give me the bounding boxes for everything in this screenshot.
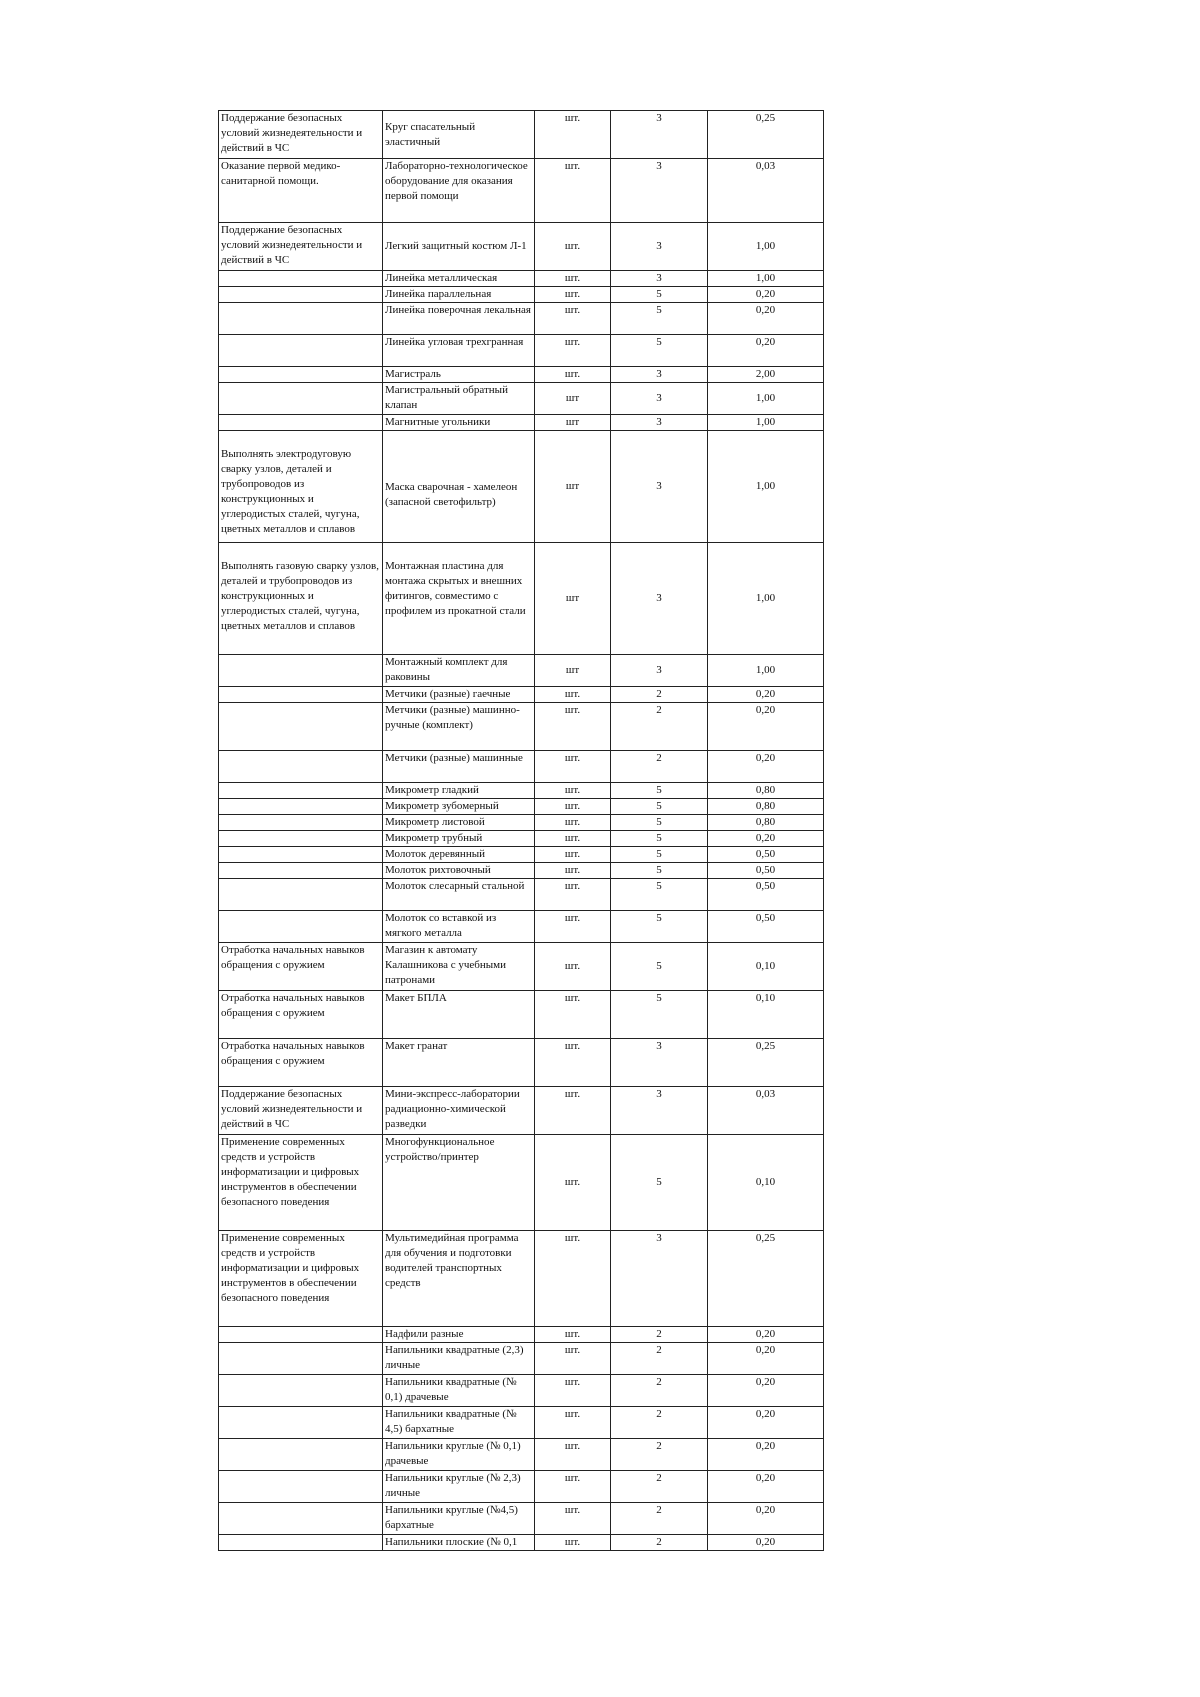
unit-cell: шт (535, 655, 611, 687)
table-row (219, 383, 824, 415)
item-name-cell: Лабораторно-технологическое оборудование для оказания первой помощи (383, 159, 535, 223)
unit-cell: шт. (535, 863, 611, 879)
quantity-cell: 3 (611, 271, 708, 287)
quantity-cell: 5 (611, 863, 708, 879)
norm-cell: 0,03 (708, 159, 824, 223)
norm-cell: 0,80 (708, 799, 824, 815)
activity-cell (219, 1343, 383, 1375)
quantity-cell: 5 (611, 847, 708, 863)
activity-cell: Поддержание безопасных условий жизнедеятельности и действий в ЧС (219, 1087, 383, 1135)
activity-cell (219, 335, 383, 367)
equipment-table-body (219, 111, 824, 1551)
item-name-cell: Микрометр листовой (383, 815, 535, 831)
activity-cell: Выполнять газовую сварку узлов, деталей и трубопроводов из конструкционных и углеродистых сталей, чугуна, цветных металлов и сплавов (219, 543, 383, 655)
item-name-cell: Линейка параллельная (383, 287, 535, 303)
table-row (219, 543, 824, 655)
item-name-cell: Линейка угловая трехгранная (383, 335, 535, 367)
unit-cell: шт. (535, 703, 611, 751)
activity-cell (219, 815, 383, 831)
item-name-cell: Магнитные угольники (383, 415, 535, 431)
norm-cell: 0,10 (708, 991, 824, 1039)
item-name-cell: Микрометр гладкий (383, 783, 535, 799)
quantity-cell: 2 (611, 1375, 708, 1407)
item-name-cell: Микрометр трубный (383, 831, 535, 847)
unit-cell: шт. (535, 1231, 611, 1327)
activity-cell: Применение современных средств и устройств информатизации и цифровых инструментов в обеспечении безопасного поведения (219, 1135, 383, 1231)
quantity-cell: 3 (611, 223, 708, 271)
unit-cell: шт (535, 543, 611, 655)
activity-cell: Поддержание безопасных условий жизнедеятельности и действий в ЧС (219, 223, 383, 271)
activity-cell (219, 703, 383, 751)
activity-cell (219, 1407, 383, 1439)
item-name-cell: Молоток деревянный (383, 847, 535, 863)
quantity-cell: 5 (611, 335, 708, 367)
table-row (219, 1407, 824, 1439)
quantity-cell: 2 (611, 1535, 708, 1551)
quantity-cell: 3 (611, 543, 708, 655)
norm-cell: 0,20 (708, 1439, 824, 1471)
activity-cell (219, 383, 383, 415)
activity-cell: Отработка начальных навыков обращения с оружием (219, 991, 383, 1039)
norm-cell: 1,00 (708, 431, 824, 543)
table-row (219, 367, 824, 383)
quantity-cell: 5 (611, 783, 708, 799)
unit-cell: шт. (535, 223, 611, 271)
item-name-cell: Метчики (разные) машинно-ручные (комплект) (383, 703, 535, 751)
activity-cell: Оказание первой медико-санитарной помощи. (219, 159, 383, 223)
activity-cell (219, 271, 383, 287)
norm-cell: 0,20 (708, 1327, 824, 1343)
item-name-cell: Напильники квадратные (№ 0,1) драчевые (383, 1375, 535, 1407)
table-row (219, 1327, 824, 1343)
table-row (219, 783, 824, 799)
norm-cell: 0,03 (708, 1087, 824, 1135)
table-row (219, 415, 824, 431)
table-row (219, 799, 824, 815)
unit-cell: шт. (535, 1503, 611, 1535)
norm-cell: 0,25 (708, 111, 824, 159)
quantity-cell: 3 (611, 431, 708, 543)
norm-cell: 0,50 (708, 879, 824, 911)
item-name-cell: Мини-экспресс-лаборатории радиационно-химической разведки (383, 1087, 535, 1135)
unit-cell: шт. (535, 1039, 611, 1087)
activity-cell (219, 911, 383, 943)
norm-cell: 0,50 (708, 863, 824, 879)
item-name-cell: Линейка поверочная лекальная (383, 303, 535, 335)
unit-cell: шт. (535, 831, 611, 847)
item-name-cell: Макет БПЛА (383, 991, 535, 1039)
item-name-cell: Круг спасательный эластичный (383, 111, 535, 159)
item-name-cell: Мультимедийная программа для обучения и подготовки водителей транспортных средств (383, 1231, 535, 1327)
norm-cell: 0,20 (708, 303, 824, 335)
table-row (219, 1135, 824, 1231)
norm-cell: 1,00 (708, 223, 824, 271)
activity-cell (219, 287, 383, 303)
item-name-cell: Монтажная пластина для монтажа скрытых и внешних фитингов, совместимо с профилем из прокатной стали (383, 543, 535, 655)
quantity-cell: 5 (611, 303, 708, 335)
item-name-cell: Метчики (разные) гаечные (383, 687, 535, 703)
table-row (219, 943, 824, 991)
unit-cell: шт. (535, 111, 611, 159)
table-row (219, 751, 824, 783)
quantity-cell: 3 (611, 159, 708, 223)
norm-cell: 0,20 (708, 1407, 824, 1439)
norm-cell: 0,20 (708, 287, 824, 303)
activity-cell: Поддержание безопасных условий жизнедеятельности и действий в ЧС (219, 111, 383, 159)
activity-cell (219, 415, 383, 431)
table-row (219, 1375, 824, 1407)
norm-cell: 1,00 (708, 655, 824, 687)
norm-cell: 0,20 (708, 1503, 824, 1535)
quantity-cell: 3 (611, 367, 708, 383)
quantity-cell: 2 (611, 1439, 708, 1471)
quantity-cell: 5 (611, 831, 708, 847)
table-row (219, 847, 824, 863)
unit-cell: шт. (535, 287, 611, 303)
item-name-cell: Линейка металлическая (383, 271, 535, 287)
item-name-cell: Магистральный обратный клапан (383, 383, 535, 415)
table-row (219, 303, 824, 335)
table-row (219, 703, 824, 751)
quantity-cell: 5 (611, 943, 708, 991)
norm-cell: 0,20 (708, 751, 824, 783)
table-row (219, 863, 824, 879)
norm-cell: 0,20 (708, 687, 824, 703)
norm-cell: 0,80 (708, 783, 824, 799)
norm-cell: 1,00 (708, 415, 824, 431)
norm-cell: 0,25 (708, 1231, 824, 1327)
norm-cell: 0,20 (708, 1471, 824, 1503)
norm-cell: 0,20 (708, 1535, 824, 1551)
item-name-cell: Напильники квадратные (№ 4,5) бархатные (383, 1407, 535, 1439)
activity-cell (219, 655, 383, 687)
table-row (219, 1343, 824, 1375)
unit-cell: шт. (535, 1343, 611, 1375)
table-row (219, 335, 824, 367)
quantity-cell: 2 (611, 1343, 708, 1375)
activity-cell (219, 831, 383, 847)
unit-cell: шт. (535, 1439, 611, 1471)
item-name-cell: Монтажный комплект для раковины (383, 655, 535, 687)
activity-cell (219, 1327, 383, 1343)
activity-cell (219, 751, 383, 783)
item-name-cell: Молоток со вставкой из мягкого металла (383, 911, 535, 943)
norm-cell: 0,20 (708, 1375, 824, 1407)
norm-cell: 0,20 (708, 335, 824, 367)
activity-cell: Выполнять электродуговую сварку узлов, деталей и трубопроводов из конструкционных и углеродистых сталей, чугуна, цветных металлов и сплавов (219, 431, 383, 543)
unit-cell: шт. (535, 847, 611, 863)
unit-cell: шт. (535, 687, 611, 703)
unit-cell: шт (535, 431, 611, 543)
quantity-cell: 2 (611, 751, 708, 783)
table-row (219, 831, 824, 847)
table-row (219, 1231, 824, 1327)
unit-cell: шт. (535, 815, 611, 831)
activity-cell: Отработка начальных навыков обращения с оружием (219, 943, 383, 991)
quantity-cell: 5 (611, 911, 708, 943)
norm-cell: 0,20 (708, 703, 824, 751)
activity-cell (219, 1535, 383, 1551)
unit-cell: шт. (535, 367, 611, 383)
quantity-cell: 3 (611, 1039, 708, 1087)
quantity-cell: 2 (611, 1327, 708, 1343)
unit-cell: шт. (535, 911, 611, 943)
table-row (219, 223, 824, 271)
table-row (219, 815, 824, 831)
table-row (219, 655, 824, 687)
item-name-cell: Напильники плоские (№ 0,1 (383, 1535, 535, 1551)
table-row (219, 1087, 824, 1135)
table-row (219, 1039, 824, 1087)
quantity-cell: 2 (611, 1407, 708, 1439)
item-name-cell: Микрометр зубомерный (383, 799, 535, 815)
activity-cell: Применение современных средств и устройств информатизации и цифровых инструментов в обеспечении безопасного поведения (219, 1231, 383, 1327)
activity-cell (219, 687, 383, 703)
unit-cell: шт (535, 383, 611, 415)
norm-cell: 0,20 (708, 831, 824, 847)
item-name-cell: Магазин к автомату Калашникова с учебными патронами (383, 943, 535, 991)
item-name-cell: Многофункциональное устройство/принтер (383, 1135, 535, 1231)
quantity-cell: 3 (611, 383, 708, 415)
table-row (219, 1535, 824, 1551)
norm-cell: 2,00 (708, 367, 824, 383)
item-name-cell: Молоток рихтовочный (383, 863, 535, 879)
activity-cell (219, 1471, 383, 1503)
quantity-cell: 3 (611, 111, 708, 159)
unit-cell: шт (535, 415, 611, 431)
unit-cell: шт. (535, 159, 611, 223)
quantity-cell: 3 (611, 1231, 708, 1327)
table-row (219, 159, 824, 223)
norm-cell: 1,00 (708, 383, 824, 415)
table-row (219, 687, 824, 703)
unit-cell: шт. (535, 1375, 611, 1407)
item-name-cell: Маска сварочная - хамелеон (запасной светофильтр) (383, 431, 535, 543)
item-name-cell: Напильники круглые (№ 2,3) личные (383, 1471, 535, 1503)
activity-cell (219, 879, 383, 911)
quantity-cell: 5 (611, 1135, 708, 1231)
norm-cell: 0,10 (708, 1135, 824, 1231)
unit-cell: шт. (535, 1535, 611, 1551)
item-name-cell: Молоток слесарный стальной (383, 879, 535, 911)
activity-cell (219, 1439, 383, 1471)
item-name-cell: Напильники квадратные (2,3) личные (383, 1343, 535, 1375)
unit-cell: шт. (535, 1135, 611, 1231)
norm-cell: 0,25 (708, 1039, 824, 1087)
norm-cell: 1,00 (708, 271, 824, 287)
activity-cell (219, 863, 383, 879)
quantity-cell: 2 (611, 687, 708, 703)
norm-cell: 0,50 (708, 847, 824, 863)
quantity-cell: 2 (611, 703, 708, 751)
activity-cell (219, 303, 383, 335)
quantity-cell: 5 (611, 879, 708, 911)
quantity-cell: 2 (611, 1503, 708, 1535)
unit-cell: шт. (535, 303, 611, 335)
unit-cell: шт. (535, 943, 611, 991)
table-row (219, 271, 824, 287)
item-name-cell: Легкий защитный костюм Л-1 (383, 223, 535, 271)
norm-cell: 0,20 (708, 1343, 824, 1375)
norm-cell: 0,80 (708, 815, 824, 831)
activity-cell (219, 367, 383, 383)
table-row (219, 287, 824, 303)
table-row (219, 1439, 824, 1471)
item-name-cell: Макет гранат (383, 1039, 535, 1087)
activity-cell: Отработка начальных навыков обращения с оружием (219, 1039, 383, 1087)
norm-cell: 1,00 (708, 543, 824, 655)
item-name-cell: Магистраль (383, 367, 535, 383)
unit-cell: шт. (535, 991, 611, 1039)
quantity-cell: 3 (611, 655, 708, 687)
quantity-cell: 5 (611, 287, 708, 303)
quantity-cell: 5 (611, 815, 708, 831)
item-name-cell: Надфили разные (383, 1327, 535, 1343)
unit-cell: шт. (535, 335, 611, 367)
activity-cell (219, 799, 383, 815)
table-row (219, 431, 824, 543)
quantity-cell: 3 (611, 415, 708, 431)
unit-cell: шт. (535, 271, 611, 287)
activity-cell (219, 1503, 383, 1535)
norm-cell: 0,50 (708, 911, 824, 943)
norm-cell: 0,10 (708, 943, 824, 991)
table-row (219, 111, 824, 159)
activity-cell (219, 847, 383, 863)
unit-cell: шт. (535, 799, 611, 815)
equipment-table (218, 110, 824, 1551)
table-row (219, 879, 824, 911)
table-row (219, 1503, 824, 1535)
unit-cell: шт. (535, 751, 611, 783)
table-row (219, 1471, 824, 1503)
table-row (219, 991, 824, 1039)
item-name-cell: Напильники круглые (№4,5) бархатные (383, 1503, 535, 1535)
activity-cell (219, 1375, 383, 1407)
item-name-cell: Метчики (разные) машинные (383, 751, 535, 783)
quantity-cell: 5 (611, 991, 708, 1039)
unit-cell: шт. (535, 1327, 611, 1343)
quantity-cell: 3 (611, 1087, 708, 1135)
unit-cell: шт. (535, 1407, 611, 1439)
unit-cell: шт. (535, 1471, 611, 1503)
unit-cell: шт. (535, 783, 611, 799)
unit-cell: шт. (535, 1087, 611, 1135)
table-row (219, 911, 824, 943)
quantity-cell: 2 (611, 1471, 708, 1503)
activity-cell (219, 783, 383, 799)
item-name-cell: Напильники круглые (№ 0,1) драчевые (383, 1439, 535, 1471)
quantity-cell: 5 (611, 799, 708, 815)
unit-cell: шт. (535, 879, 611, 911)
